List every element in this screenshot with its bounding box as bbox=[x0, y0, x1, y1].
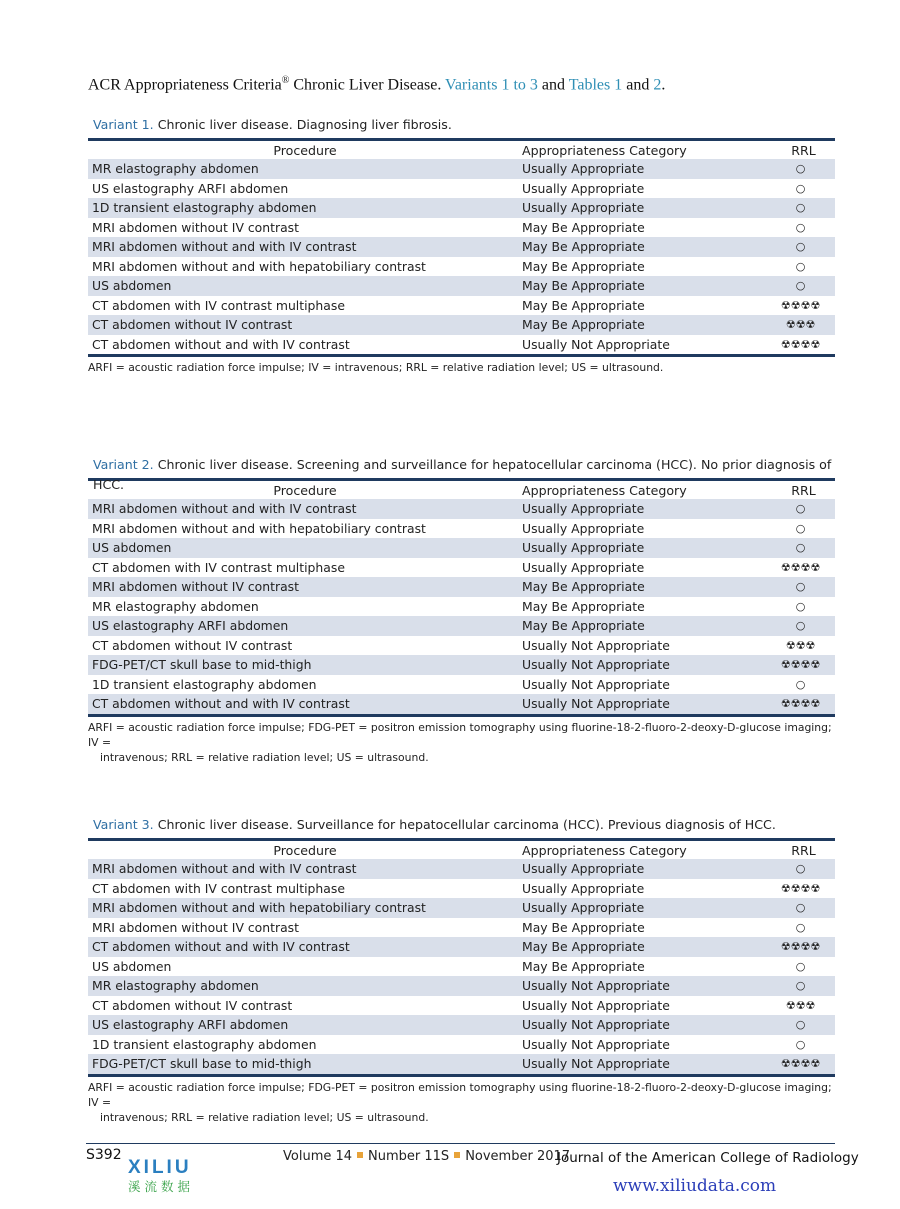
category-cell: Usually Not Appropriate bbox=[522, 1036, 670, 1052]
table-footnote bbox=[88, 1080, 835, 1125]
variant-label: Variant 2. bbox=[93, 457, 154, 472]
category-cell: Usually Appropriate bbox=[522, 499, 772, 519]
xiliu-logo bbox=[128, 1157, 218, 1197]
category-cell: Usually Not Appropriate bbox=[522, 976, 772, 996]
rrl-cell: ○ bbox=[795, 1037, 806, 1051]
procedure-cell: MRI abdomen without and with IV contrast bbox=[88, 859, 522, 879]
table-header-row bbox=[88, 140, 835, 160]
variant-label: Variant 3. bbox=[93, 817, 154, 832]
table-row bbox=[88, 538, 835, 558]
variant-title bbox=[93, 115, 835, 135]
variant-3 bbox=[88, 815, 835, 1125]
number-text: Number 11S bbox=[368, 1149, 450, 1164]
category-cell: Usually Not Appropriate bbox=[522, 336, 670, 352]
table-footnote bbox=[88, 720, 835, 765]
table-row bbox=[88, 898, 835, 918]
category-cell: May Be Appropriate bbox=[522, 598, 645, 614]
table-row bbox=[88, 257, 835, 277]
variant-title bbox=[93, 815, 835, 835]
category-cell: Usually Not Appropriate bbox=[522, 694, 772, 715]
heading-and-1: and bbox=[537, 76, 569, 94]
rrl-cell: ○ bbox=[795, 677, 806, 691]
rrl-cell: ☢☢☢☢ bbox=[780, 881, 821, 895]
rrl-cell: ○ bbox=[795, 959, 806, 973]
footnote-line: ARFI = acoustic radiation force impulse; FDG-PET = positron emission tomography using fluorine-18-2-fluoro-2-deoxy-D-glucose imaging; IV = bbox=[88, 1080, 832, 1109]
table-row bbox=[88, 577, 835, 597]
heading-end: . bbox=[661, 76, 666, 94]
procedure-cell: MRI abdomen without and with hepatobiliary contrast bbox=[92, 520, 426, 536]
variant-description: Chronic liver disease. Surveillance for hepatocellular carcinoma (HCC). Previous diagnosis of HCC. bbox=[153, 817, 776, 832]
category-cell: May Be Appropriate bbox=[522, 958, 645, 974]
category-cell: Usually Appropriate bbox=[522, 880, 645, 896]
variant-description: Chronic liver disease. Screening and surveillance for hepatocellular carcinoma (HCC). No prior diagnosis of HCC. bbox=[93, 457, 832, 492]
table-2-link[interactable]: 2 bbox=[653, 76, 662, 94]
procedures-table bbox=[88, 838, 835, 1077]
category-cell: May Be Appropriate bbox=[522, 937, 772, 957]
procedure-cell: CT abdomen without and with IV contrast bbox=[92, 336, 350, 352]
procedure-cell: MRI abdomen without IV contrast bbox=[92, 219, 299, 235]
category-cell: May Be Appropriate bbox=[522, 919, 645, 935]
footnote-line: ARFI = acoustic radiation force impulse; IV = intravenous; RRL = relative radiation level; US = ultrasound. bbox=[88, 361, 664, 374]
procedure-cell: US abdomen bbox=[88, 538, 522, 558]
table-header-row bbox=[88, 840, 835, 860]
table-row bbox=[88, 859, 835, 879]
procedure-cell: 1D transient elastography abdomen bbox=[88, 198, 522, 218]
header-procedure: Procedure bbox=[273, 842, 337, 858]
procedure-cell: MRI abdomen without IV contrast bbox=[88, 577, 522, 597]
procedure-cell: US abdomen bbox=[92, 958, 172, 974]
procedure-cell: FDG-PET/CT skull base to mid-thigh bbox=[88, 655, 522, 675]
table-row bbox=[88, 276, 835, 296]
rrl-cell: ☢☢☢☢ bbox=[772, 655, 835, 675]
table-row bbox=[88, 198, 835, 218]
date-text: November 2017 bbox=[465, 1149, 571, 1164]
category-cell: Usually Appropriate bbox=[522, 538, 772, 558]
variant-1 bbox=[88, 115, 835, 375]
header-category: Appropriateness Category bbox=[522, 482, 687, 498]
rrl-cell: ○ bbox=[772, 499, 835, 519]
rrl-cell: ○ bbox=[772, 159, 835, 179]
category-cell: May Be Appropriate bbox=[522, 297, 645, 313]
table-row bbox=[88, 879, 835, 899]
table-row bbox=[88, 237, 835, 257]
rrl-cell: ○ bbox=[772, 976, 835, 996]
category-cell: May Be Appropriate bbox=[522, 237, 772, 257]
rrl-cell: ○ bbox=[772, 898, 835, 918]
rrl-cell: ☢☢☢☢ bbox=[780, 560, 821, 574]
table-row bbox=[88, 296, 835, 316]
table-header-row bbox=[88, 480, 835, 500]
category-cell: May Be Appropriate bbox=[522, 276, 772, 296]
rrl-cell: ○ bbox=[795, 521, 806, 535]
rrl-cell: ☢☢☢ bbox=[785, 998, 816, 1012]
category-cell: Usually Appropriate bbox=[522, 898, 772, 918]
variant-label: Variant 1. bbox=[93, 117, 154, 132]
procedure-cell: US elastography ARFI abdomen bbox=[88, 616, 522, 636]
header-procedure: Procedure bbox=[273, 482, 337, 498]
procedure-cell: 1D transient elastography abdomen bbox=[92, 676, 317, 692]
procedure-cell: CT abdomen without IV contrast bbox=[92, 997, 293, 1013]
rrl-cell: ○ bbox=[772, 538, 835, 558]
procedure-cell: US abdomen bbox=[88, 276, 522, 296]
page-number: S392 bbox=[86, 1147, 122, 1163]
table-row bbox=[88, 957, 835, 977]
procedure-cell: MRI abdomen without and with IV contrast bbox=[88, 499, 522, 519]
rrl-cell: ☢☢☢☢ bbox=[772, 694, 835, 715]
table-row bbox=[88, 976, 835, 996]
table-row bbox=[88, 1015, 835, 1035]
variant-description: Chronic liver disease. Diagnosing liver fibrosis. bbox=[153, 117, 452, 132]
table-row bbox=[88, 218, 835, 238]
heading-prefix: ACR Appropriateness Criteria bbox=[88, 76, 282, 94]
category-cell: Usually Not Appropriate bbox=[522, 676, 670, 692]
procedure-cell: CT abdomen with IV contrast multiphase bbox=[92, 880, 345, 896]
rrl-cell: ○ bbox=[795, 259, 806, 273]
rrl-cell: ☢☢☢☢ bbox=[772, 937, 835, 957]
table-row bbox=[88, 937, 835, 957]
rrl-cell: ○ bbox=[772, 276, 835, 296]
rrl-cell: ☢☢☢ bbox=[785, 638, 816, 652]
header-rrl: RRL bbox=[791, 842, 816, 858]
rrl-cell: ☢☢☢☢ bbox=[780, 298, 821, 312]
rrl-cell: ○ bbox=[772, 859, 835, 879]
variant-2 bbox=[88, 455, 835, 765]
category-cell: Usually Appropriate bbox=[522, 198, 772, 218]
table-footnote bbox=[88, 360, 835, 375]
rrl-cell: ○ bbox=[795, 920, 806, 934]
table-row bbox=[88, 694, 835, 715]
rrl-cell: ○ bbox=[772, 577, 835, 597]
heading-and-2: and bbox=[622, 76, 654, 94]
table-row bbox=[88, 675, 835, 695]
category-cell: Usually Appropriate bbox=[522, 159, 772, 179]
rrl-cell: ○ bbox=[772, 1015, 835, 1035]
procedure-cell: 1D transient elastography abdomen bbox=[92, 1036, 317, 1052]
procedure-cell: MRI abdomen without and with hepatobiliary contrast bbox=[92, 258, 426, 274]
table-row bbox=[88, 636, 835, 656]
table-row bbox=[88, 996, 835, 1016]
separator-square-icon bbox=[357, 1152, 363, 1158]
procedure-cell: MR elastography abdomen bbox=[92, 598, 259, 614]
logo-chinese-text: 溪流数据 bbox=[128, 1179, 195, 1194]
watermark-url[interactable]: www.xiliudata.com bbox=[613, 1176, 777, 1196]
table-row bbox=[88, 179, 835, 199]
footnote-line: ARFI = acoustic radiation force impulse; FDG-PET = positron emission tomography using fluorine-18-2-fluoro-2-deoxy-D-glucose imaging; IV = bbox=[88, 720, 832, 749]
category-cell: Usually Appropriate bbox=[522, 559, 645, 575]
category-cell: May Be Appropriate bbox=[522, 219, 645, 235]
page-heading bbox=[88, 75, 665, 94]
table-row bbox=[88, 918, 835, 938]
procedure-cell: CT abdomen without and with IV contrast bbox=[88, 694, 522, 715]
procedure-cell: CT abdomen with IV contrast multiphase bbox=[92, 297, 345, 313]
header-category: Appropriateness Category bbox=[522, 142, 687, 158]
table-row bbox=[88, 655, 835, 675]
header-procedure: Procedure bbox=[273, 142, 337, 158]
footnote-line: intravenous; RRL = relative radiation level; US = ultrasound. bbox=[100, 750, 429, 764]
footer-rule bbox=[86, 1143, 835, 1144]
table-row bbox=[88, 499, 835, 519]
rrl-cell: ☢☢☢ bbox=[772, 315, 835, 335]
rrl-cell: ☢☢☢☢ bbox=[780, 337, 821, 351]
procedure-cell: MRI abdomen without and with IV contrast bbox=[88, 237, 522, 257]
category-cell: Usually Appropriate bbox=[522, 180, 645, 196]
header-rrl: RRL bbox=[791, 482, 816, 498]
category-cell: Usually Not Appropriate bbox=[522, 997, 670, 1013]
category-cell: May Be Appropriate bbox=[522, 577, 772, 597]
category-cell: May Be Appropriate bbox=[522, 258, 645, 274]
procedure-cell: FDG-PET/CT skull base to mid-thigh bbox=[88, 1054, 522, 1075]
procedure-cell: US elastography ARFI abdomen bbox=[88, 1015, 522, 1035]
registered-mark: ® bbox=[281, 75, 290, 86]
table-row bbox=[88, 335, 835, 356]
procedure-cell: CT abdomen without and with IV contrast bbox=[88, 937, 522, 957]
issue-info bbox=[283, 1149, 570, 1164]
category-cell: May Be Appropriate bbox=[522, 616, 772, 636]
heading-title: Chronic Liver Disease. bbox=[289, 76, 446, 94]
procedure-cell: MR elastography abdomen bbox=[88, 159, 522, 179]
procedure-cell: CT abdomen without IV contrast bbox=[92, 637, 293, 653]
procedure-cell: US elastography ARFI abdomen bbox=[92, 180, 289, 196]
rrl-cell: ○ bbox=[772, 198, 835, 218]
category-cell: Usually Appropriate bbox=[522, 520, 645, 536]
procedure-cell: MR elastography abdomen bbox=[88, 976, 522, 996]
rrl-cell: ○ bbox=[772, 616, 835, 636]
separator-square-icon bbox=[454, 1152, 460, 1158]
volume-text: Volume 14 bbox=[283, 1149, 353, 1164]
table-row bbox=[88, 519, 835, 539]
procedure-cell: CT abdomen with IV contrast multiphase bbox=[92, 559, 345, 575]
header-category: Appropriateness Category bbox=[522, 842, 687, 858]
table-row bbox=[88, 1035, 835, 1055]
rrl-cell: ○ bbox=[772, 237, 835, 257]
table-row bbox=[88, 159, 835, 179]
category-cell: Usually Not Appropriate bbox=[522, 637, 670, 653]
table-row bbox=[88, 315, 835, 335]
footnote-line: intravenous; RRL = relative radiation level; US = ultrasound. bbox=[100, 1110, 429, 1124]
tables-link[interactable]: Tables 1 bbox=[568, 76, 623, 94]
variants-link[interactable]: Variants 1 to 3 bbox=[445, 76, 538, 94]
table-row bbox=[88, 597, 835, 617]
category-cell: Usually Not Appropriate bbox=[522, 1015, 772, 1035]
procedures-table bbox=[88, 478, 835, 717]
procedure-cell: MRI abdomen without IV contrast bbox=[92, 919, 299, 935]
table-row bbox=[88, 616, 835, 636]
category-cell: May Be Appropriate bbox=[522, 315, 772, 335]
logo-latin-text: XILIU bbox=[128, 1157, 192, 1178]
procedures-table bbox=[88, 138, 835, 357]
category-cell: Usually Not Appropriate bbox=[522, 1054, 772, 1075]
category-cell: Usually Not Appropriate bbox=[522, 655, 772, 675]
rrl-cell: ☢☢☢☢ bbox=[772, 1054, 835, 1075]
category-cell: Usually Appropriate bbox=[522, 859, 772, 879]
rrl-cell: ○ bbox=[795, 599, 806, 613]
procedure-cell: CT abdomen without IV contrast bbox=[88, 315, 522, 335]
rrl-cell: ○ bbox=[795, 220, 806, 234]
header-rrl: RRL bbox=[791, 142, 816, 158]
table-row bbox=[88, 558, 835, 578]
table-row bbox=[88, 1054, 835, 1075]
journal-name: Journal of the American College of Radiology bbox=[557, 1150, 859, 1166]
procedure-cell: MRI abdomen without and with hepatobiliary contrast bbox=[88, 898, 522, 918]
rrl-cell: ○ bbox=[795, 181, 806, 195]
